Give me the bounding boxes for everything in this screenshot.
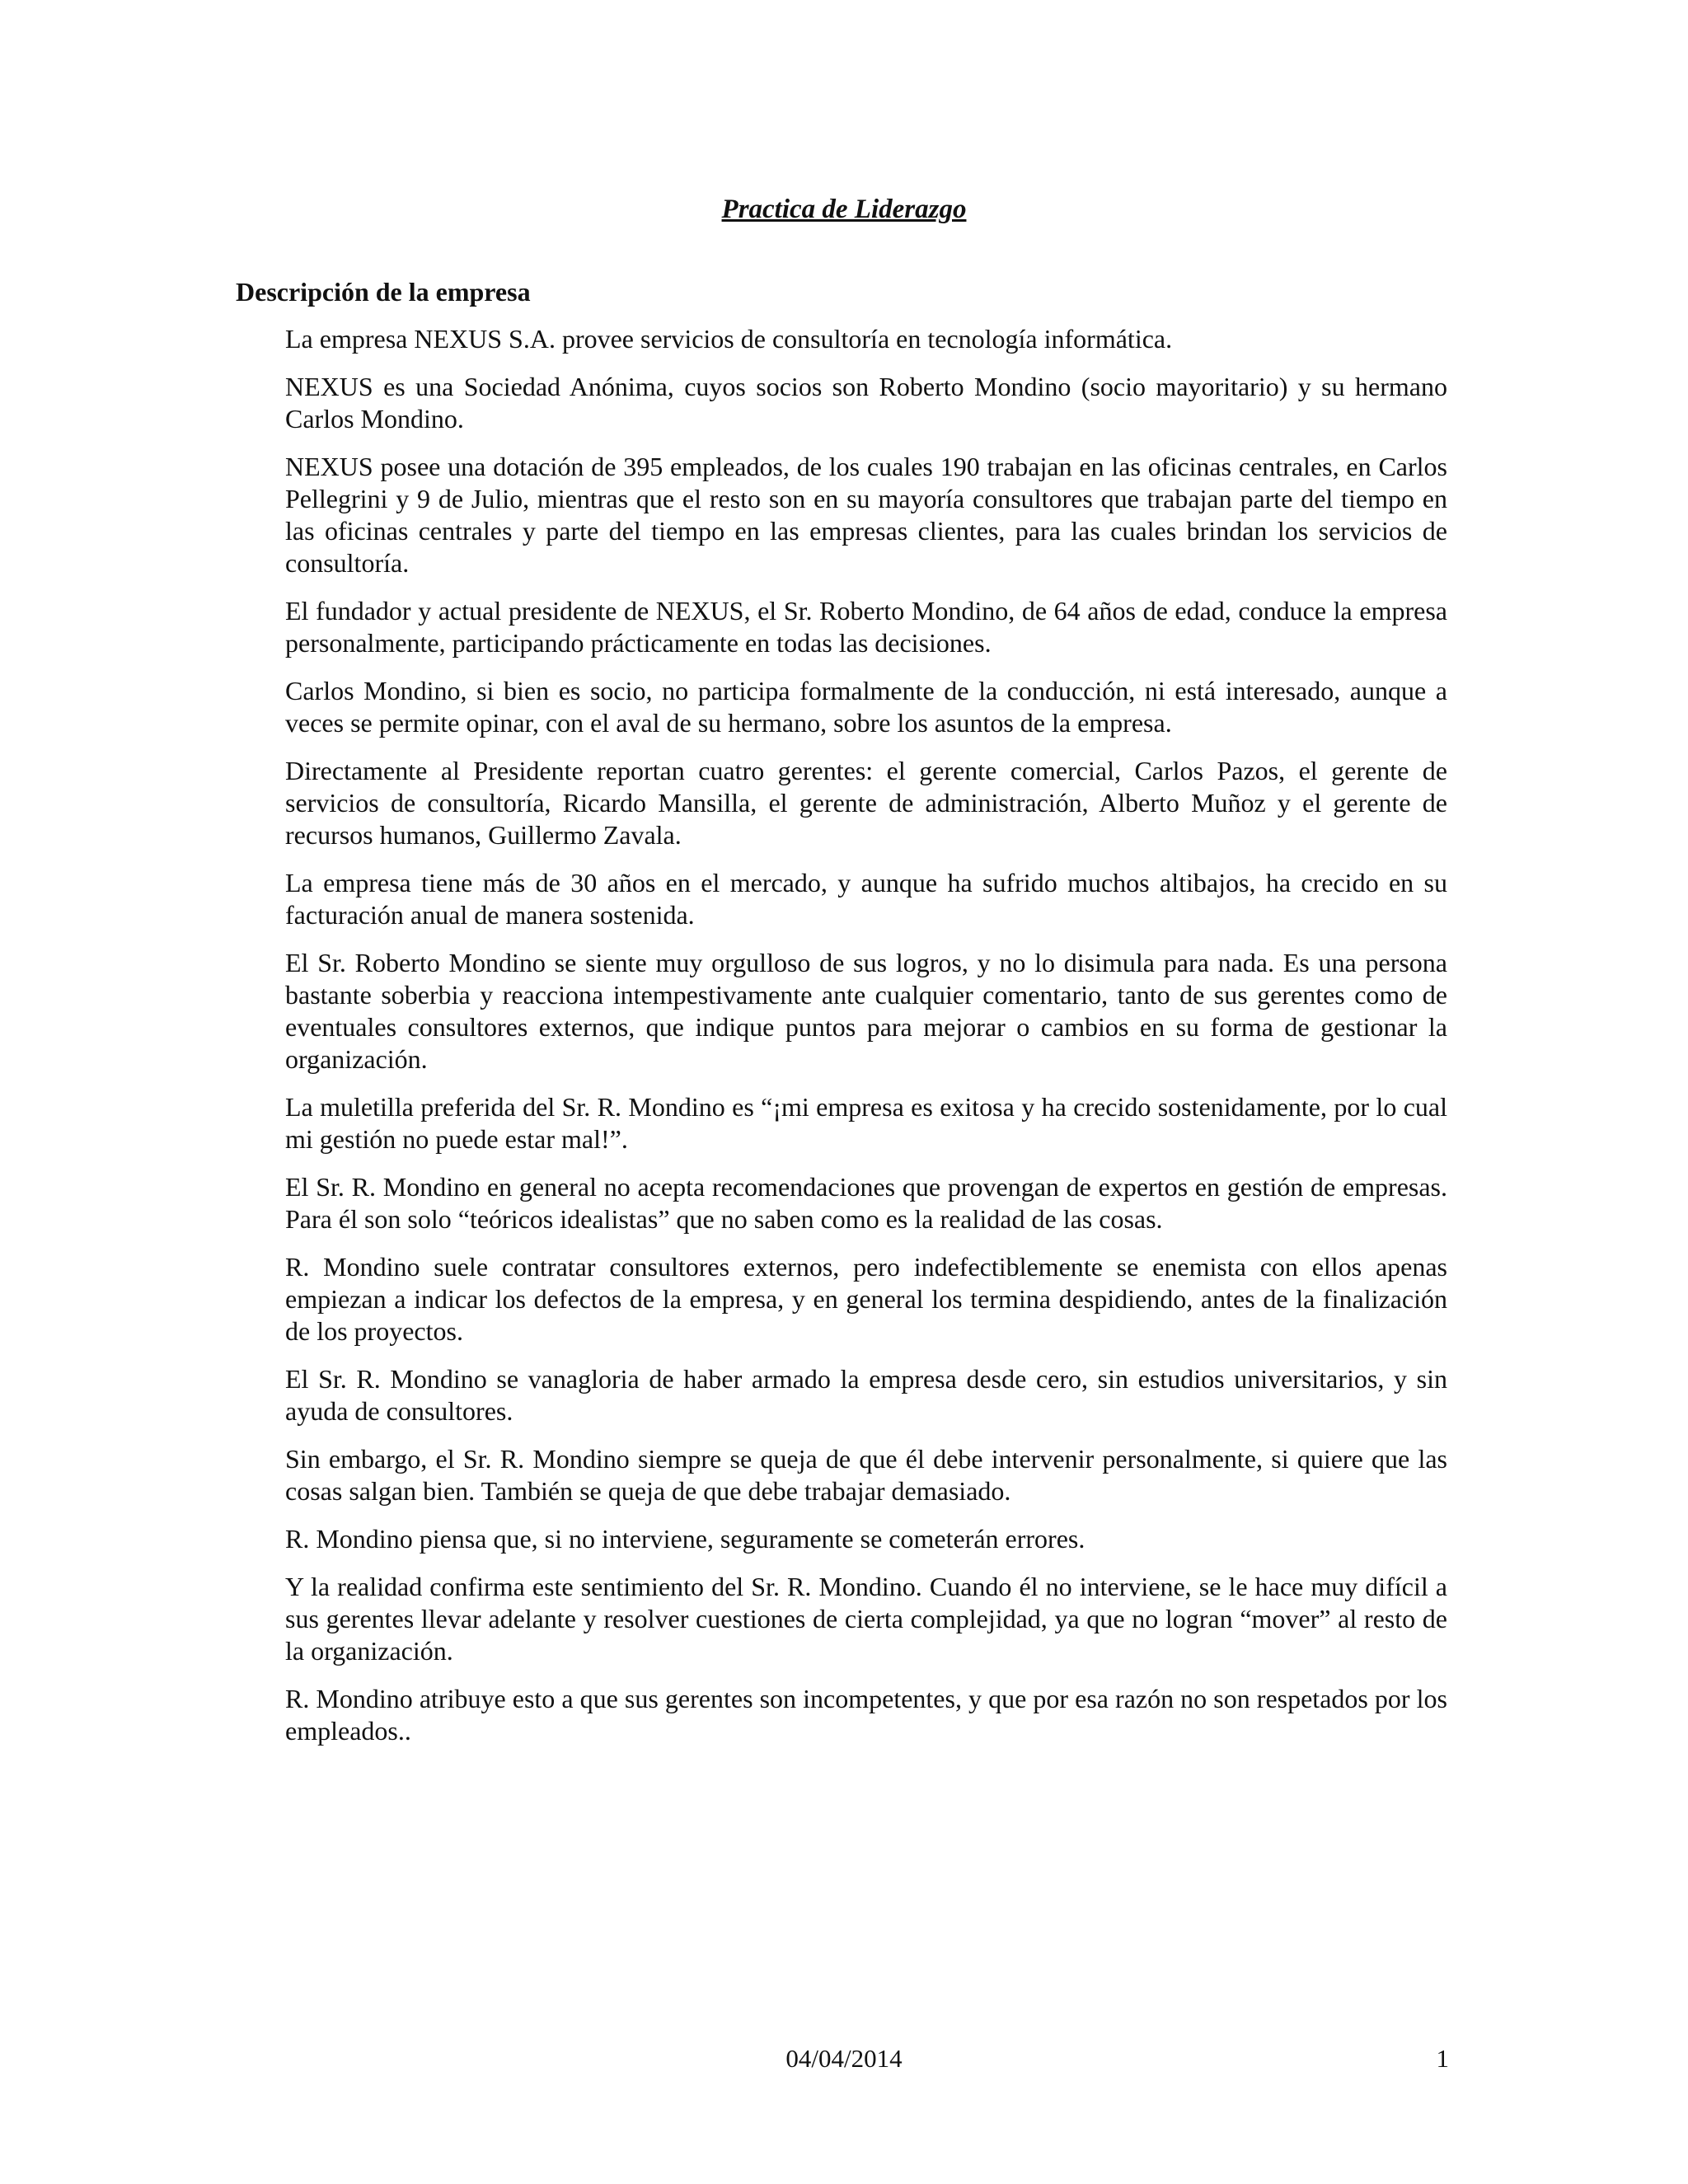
paragraph: El Sr. R. Mondino se vanagloria de haber armado la empresa desde cero, sin estudios universitarios, y sin ayuda de consultores. bbox=[285, 1364, 1447, 1426]
footer-date: 04/04/2014 bbox=[785, 2044, 903, 2073]
paragraph: NEXUS es una Sociedad Anónima, cuyos socios son Roberto Mondino (socio mayoritario) y su hermano Carlos Mondino. bbox=[285, 372, 1447, 434]
body-text bbox=[285, 323, 1447, 1763]
paragraph: La empresa NEXUS S.A. provee servicios de consultoría en tecnología informática. bbox=[285, 324, 1173, 354]
paragraph: Y la realidad confirma este sentimiento del Sr. R. Mondino. Cuando él no interviene, se le hace muy difícil a sus gerentes llevar adelante y resolver cuestiones de cierta complejidad, ya que no logran “mover” al resto de la organización. bbox=[285, 1572, 1447, 1666]
paragraph: NEXUS posee una dotación de 395 empleados, de los cuales 190 trabajan en las oficinas centrales, en Carlos Pellegrini y 9 de Julio, mientras que el resto son en su mayoría consultores que trabajan parte del tiempo en las oficinas centrales y parte del tiempo en las empresas clientes, para las cuales brindan los servicios de consultoría. bbox=[285, 452, 1447, 578]
paragraph: R. Mondino atribuye esto a que sus gerentes son incompetentes, y que por esa razón no son respetados por los empleados.. bbox=[285, 1684, 1447, 1746]
paragraph: El fundador y actual presidente de NEXUS, el Sr. Roberto Mondino, de 64 años de edad, conduce la empresa personalmente, participando prácticamente en todas las decisiones. bbox=[285, 596, 1447, 658]
paragraph: El Sr. R. Mondino en general no acepta recomendaciones que provengan de expertos en gestión de empresas. Para él son solo “teóricos idealistas” que no saben como es la realidad de las cosas. bbox=[285, 1172, 1447, 1234]
page-number: 1 bbox=[1436, 2044, 1449, 2073]
paragraph: Sin embargo, el Sr. R. Mondino siempre se queja de que él debe intervenir personalmente, si quiere que las cosas salgan bien. También se queja de que debe trabajar demasiado. bbox=[285, 1444, 1447, 1506]
paragraph: R. Mondino piensa que, si no interviene, seguramente se cometerán errores. bbox=[285, 1524, 1085, 1554]
paragraph: El Sr. Roberto Mondino se siente muy orgulloso de sus logros, y no lo disimula para nada. Es una persona bastante soberbia y reacciona intempestivamente ante cualquier comentario, tanto de sus gerentes como de eventuales consultores externos, que indique puntos para mejorar o cambios en su forma de gestionar la organización. bbox=[285, 948, 1447, 1074]
document-title: Practica de Liderazgo bbox=[721, 194, 967, 224]
paragraph: Carlos Mondino, si bien es socio, no participa formalmente de la conducción, ni está interesado, aunque a veces se permite opinar, con el aval de su hermano, sobre los asuntos de la empresa. bbox=[285, 676, 1447, 738]
paragraph: Directamente al Presidente reportan cuatro gerentes: el gerente comercial, Carlos Pazos, el gerente de servicios de consultoría, Ricardo Mansilla, el gerente de administración, Alberto Muñoz y el gerente de recursos humanos, Guillermo Zavala. bbox=[285, 756, 1447, 850]
section-heading: Descripción de la empresa bbox=[236, 277, 531, 307]
paragraph: La muletilla preferida del Sr. R. Mondino es “¡mi empresa es exitosa y ha crecido sostenidamente, por lo cual mi gestión no puede estar mal!”. bbox=[285, 1092, 1447, 1154]
paragraph: R. Mondino suele contratar consultores externos, pero indefectiblemente se enemista con ellos apenas empiezan a indicar los defectos de la empresa, y en general los termina despidiendo, antes de la finalización de los proyectos. bbox=[285, 1252, 1447, 1346]
paragraph: La empresa tiene más de 30 años en el mercado, y aunque ha sufrido muchos altibajos, ha crecido en su facturación anual de manera sostenida. bbox=[285, 868, 1447, 930]
